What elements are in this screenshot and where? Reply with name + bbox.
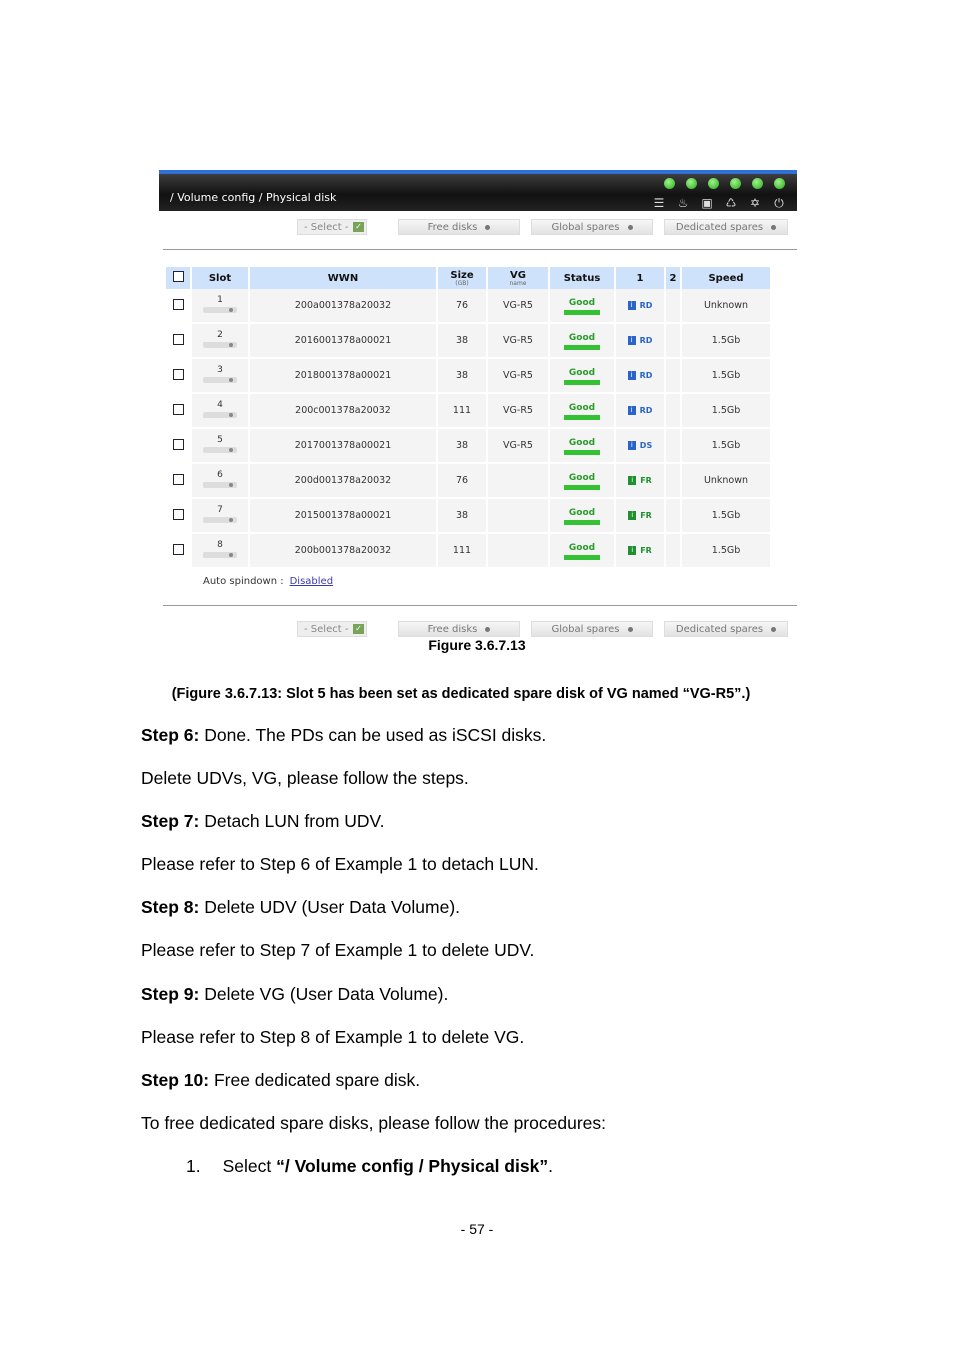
auto-spindown	[203, 576, 333, 587]
figure-caption: (Figure 3.6.7.13: Slot 5 has been set as dedicated spare disk of VG named “VG-R5”.)	[171, 686, 751, 702]
usage-cell	[616, 429, 664, 464]
row-checkbox[interactable]	[173, 404, 184, 415]
size-cell: 76	[438, 289, 486, 324]
usage-text: FR	[640, 511, 652, 520]
slot-led	[203, 552, 237, 558]
global-spares-button-bottom[interactable]	[531, 621, 653, 637]
vg-sub-label: name	[509, 279, 527, 287]
free-disks-button-bottom[interactable]	[398, 621, 520, 637]
row-select-cell	[166, 394, 190, 429]
status-cell	[550, 394, 614, 429]
button-label: Free disks	[427, 222, 478, 233]
table-header	[166, 267, 770, 289]
row-select-cell	[166, 429, 190, 464]
paragraph	[141, 1070, 420, 1091]
title-bar	[159, 170, 797, 211]
info-icon[interactable]: i	[628, 371, 636, 380]
status-text: Good	[568, 332, 596, 343]
speed-cell: Unknown	[682, 289, 770, 324]
slot-led	[203, 342, 237, 348]
vg-cell: VG-R5	[488, 324, 548, 359]
slot-led	[203, 377, 237, 383]
slot-cell	[192, 394, 248, 429]
slot-cell	[192, 289, 248, 324]
paragraph	[141, 768, 469, 789]
status-text: Good	[568, 507, 596, 518]
dedicated-spares-button-bottom[interactable]	[664, 621, 788, 637]
status-text: Good	[568, 542, 596, 553]
status-light	[730, 178, 741, 189]
paragraph-text: Done. The PDs can be used as iSCSI disks.	[199, 725, 547, 745]
status-bar	[564, 555, 600, 560]
slot-number: 5	[217, 435, 223, 445]
slot-cell	[192, 464, 248, 499]
usage-text: RD	[639, 301, 653, 310]
usage-cell	[616, 394, 664, 429]
vg-cell: VG-R5	[488, 289, 548, 324]
vg-cell: VG-R5	[488, 429, 548, 464]
wwn-cell: 2018001378a00021	[250, 359, 436, 394]
info-icon[interactable]: i	[628, 336, 636, 345]
list-bold: “/ Volume config / Physical disk”	[276, 1156, 549, 1176]
paragraph	[141, 725, 546, 746]
slot-led	[203, 517, 237, 523]
step-label: Step 9:	[141, 984, 200, 1004]
size-cell: 111	[438, 534, 486, 569]
status-header: Status	[550, 267, 614, 289]
row-select-cell	[166, 324, 190, 359]
paragraph	[141, 897, 460, 918]
dropdown-arrow-icon: ✓	[353, 624, 364, 634]
wwn-cell: 2015001378a00021	[250, 499, 436, 534]
row-checkbox[interactable]	[173, 509, 184, 520]
vg-label: VG	[510, 269, 526, 281]
status-light	[664, 178, 675, 189]
vg-header	[488, 267, 548, 289]
row-checkbox[interactable]	[173, 474, 184, 485]
speed-cell: 1.5Gb	[682, 499, 770, 534]
wwn-cell: 2016001378a00021	[250, 324, 436, 359]
size-cell: 38	[438, 359, 486, 394]
breadcrumb: / Volume config / Physical disk	[170, 191, 337, 204]
row-select-cell	[166, 499, 190, 534]
row-checkbox[interactable]	[173, 334, 184, 345]
select-all-checkbox[interactable]	[173, 271, 184, 282]
bullet-icon	[771, 225, 776, 230]
usage-text: RD	[639, 406, 653, 415]
info-icon[interactable]: i	[628, 301, 636, 310]
speed-cell: 1.5Gb	[682, 394, 770, 429]
size-label: Size	[450, 269, 474, 281]
bullet-icon	[771, 627, 776, 632]
global-spares-button[interactable]	[531, 219, 653, 235]
slot-number: 1	[217, 295, 223, 305]
status-light	[752, 178, 763, 189]
slot-led	[203, 412, 237, 418]
paragraph-text: Delete VG (User Data Volume).	[199, 984, 449, 1004]
physical-disk-table	[164, 267, 772, 569]
button-label: Global spares	[551, 222, 620, 233]
vg-cell	[488, 499, 548, 534]
slot-led	[203, 307, 237, 313]
row-select-cell	[166, 359, 190, 394]
button-label: Dedicated spares	[675, 222, 764, 233]
wwn-cell: 2017001378a00021	[250, 429, 436, 464]
status-cell	[550, 289, 614, 324]
figure-label: Figure 3.6.7.13	[428, 637, 526, 653]
toolbar-icons	[643, 196, 787, 211]
row-checkbox[interactable]	[173, 544, 184, 555]
status1-header: 1	[616, 267, 664, 289]
slot-header: Slot	[192, 267, 248, 289]
status-bar	[564, 415, 600, 420]
status-bar	[564, 380, 600, 385]
paragraph-text: Detach LUN from UDV.	[199, 811, 385, 831]
vg-cell	[488, 464, 548, 499]
row-checkbox[interactable]	[173, 299, 184, 310]
status2-cell	[666, 394, 680, 429]
dedicated-spares-button[interactable]	[664, 219, 788, 235]
wwn-cell: 200a001378a20032	[250, 289, 436, 324]
info-icon[interactable]: i	[628, 441, 636, 450]
status-cell	[550, 534, 614, 569]
paragraph-text: Delete UDV (User Data Volume).	[199, 897, 461, 917]
speed-header: Speed	[682, 267, 770, 289]
floppy-icon[interactable]: ▣	[701, 196, 713, 210]
paragraph	[141, 940, 534, 961]
paragraph-text: Please refer to Step 6 of Example 1 to detach LUN.	[141, 854, 539, 874]
vg-cell: VG-R5	[488, 394, 548, 429]
slot-led	[203, 447, 237, 453]
physical-disk-screenshot	[159, 170, 797, 640]
step-label: Step 10:	[141, 1070, 210, 1090]
divider	[163, 605, 797, 606]
status-cell	[550, 464, 614, 499]
info-icon[interactable]: i	[628, 546, 636, 555]
step-label: Step 7:	[141, 811, 200, 831]
table-row[interactable]	[166, 464, 770, 499]
paragraph	[141, 1027, 524, 1048]
size-cell: 111	[438, 394, 486, 429]
size-cell: 38	[438, 429, 486, 464]
status-bar	[564, 485, 600, 490]
bullet-icon	[485, 225, 490, 230]
status-bar	[564, 450, 600, 455]
info-icon[interactable]: i	[628, 406, 636, 415]
status-cell	[550, 499, 614, 534]
table-row[interactable]	[166, 289, 770, 324]
list-prefix: Select	[222, 1156, 277, 1176]
fan-icon[interactable]: ✡	[749, 196, 761, 210]
vg-cell	[488, 534, 548, 569]
divider	[163, 249, 797, 250]
select-label: - Select -	[304, 624, 349, 635]
speed-cell: 1.5Gb	[682, 534, 770, 569]
button-label: Global spares	[551, 624, 620, 635]
dropdown-arrow-icon: ✓	[353, 222, 364, 232]
table-row[interactable]	[166, 499, 770, 534]
info-icon[interactable]: i	[628, 511, 636, 520]
status-bar	[564, 345, 600, 350]
paragraph-text: Free dedicated spare disk.	[209, 1070, 421, 1090]
slot-cell	[192, 534, 248, 569]
status-text: Good	[568, 297, 596, 308]
size-cell: 38	[438, 499, 486, 534]
paragraph	[141, 1113, 606, 1134]
size-cell: 76	[438, 464, 486, 499]
paragraph-text: To free dedicated spare disks, please follow the procedures:	[141, 1113, 606, 1133]
select-label: - Select -	[304, 222, 349, 233]
slot-number: 2	[217, 330, 223, 340]
usage-text: FR	[640, 546, 652, 555]
status-bar	[564, 520, 600, 525]
step-label: Step 6:	[141, 725, 200, 745]
vg-cell: VG-R5	[488, 359, 548, 394]
speed-cell: 1.5Gb	[682, 324, 770, 359]
usage-cell	[616, 289, 664, 324]
row-checkbox[interactable]	[173, 369, 184, 380]
status2-cell	[666, 429, 680, 464]
slot-led	[203, 482, 237, 488]
page-number: - 57 -	[460, 1221, 494, 1237]
free-disks-button[interactable]	[398, 219, 520, 235]
usage-text: RD	[639, 336, 653, 345]
slot-number: 7	[217, 505, 223, 515]
thermometer-icon[interactable]: ♨	[677, 196, 689, 210]
slot-number: 4	[217, 400, 223, 410]
paragraph	[141, 811, 384, 832]
row-select-cell	[166, 534, 190, 569]
table-row[interactable]	[166, 359, 770, 394]
list-suffix: .	[548, 1156, 553, 1176]
paragraph-text: Please refer to Step 7 of Example 1 to delete UDV.	[141, 940, 535, 960]
auto-spindown-link[interactable]: Disabled	[289, 576, 334, 587]
paragraph	[141, 984, 448, 1005]
step-label: Step 8:	[141, 897, 200, 917]
status2-cell	[666, 359, 680, 394]
slot-number: 6	[217, 470, 223, 480]
status-bar	[564, 310, 600, 315]
slot-cell	[192, 359, 248, 394]
size-cell: 38	[438, 324, 486, 359]
status-text: Good	[568, 437, 596, 448]
bullet-icon	[628, 225, 633, 230]
usage-text: DS	[639, 441, 653, 450]
select-dropdown-bottom[interactable]	[297, 621, 367, 637]
status-light	[774, 178, 785, 189]
wwn-cell: 200c001378a20032	[250, 394, 436, 429]
paragraph-text: Delete UDVs, VG, please follow the steps.	[141, 768, 469, 788]
status-light	[708, 178, 719, 189]
button-label: Dedicated spares	[675, 624, 764, 635]
bullet-icon	[485, 627, 490, 632]
status-light	[686, 178, 697, 189]
table-row[interactable]	[166, 324, 770, 359]
status-text: Good	[568, 367, 596, 378]
status-lights	[653, 176, 785, 194]
usage-cell	[616, 499, 664, 534]
power-icon[interactable]: ⏻	[774, 196, 784, 210]
wwn-header: WWN	[250, 267, 436, 289]
status-cell	[550, 324, 614, 359]
slot-number: 8	[217, 540, 223, 550]
row-checkbox[interactable]	[173, 439, 184, 450]
wwn-cell: 200d001378a20032	[250, 464, 436, 499]
usage-cell	[616, 324, 664, 359]
status-text: Good	[568, 402, 596, 413]
table-row[interactable]	[166, 394, 770, 429]
status2-cell	[666, 499, 680, 534]
status-cell	[550, 429, 614, 464]
select-dropdown[interactable]	[297, 219, 367, 235]
table-row[interactable]	[166, 534, 770, 569]
paragraph-text: Please refer to Step 8 of Example 1 to delete VG.	[141, 1027, 525, 1047]
status2-cell	[666, 534, 680, 569]
top-toolbar	[159, 219, 797, 237]
paragraph	[141, 854, 539, 875]
slot-cell	[192, 324, 248, 359]
usage-text: FR	[640, 476, 652, 485]
speed-cell: 1.5Gb	[682, 429, 770, 464]
bullet-icon	[628, 627, 633, 632]
slot-cell	[192, 499, 248, 534]
usage-cell	[616, 464, 664, 499]
usage-cell	[616, 359, 664, 394]
info-icon[interactable]: i	[628, 476, 636, 485]
list-item	[186, 1156, 553, 1177]
table-row[interactable]	[166, 429, 770, 464]
slot-cell	[192, 429, 248, 464]
usage-text: RD	[639, 371, 653, 380]
status-text: Good	[568, 472, 596, 483]
size-header	[438, 267, 486, 289]
database-icon[interactable]: ☰	[653, 196, 665, 210]
status2-cell	[666, 289, 680, 324]
row-select-cell	[166, 289, 190, 324]
select-all-header	[166, 267, 190, 289]
auto-spindown-label: Auto spindown :	[203, 576, 284, 587]
status2-header: 2	[666, 267, 680, 289]
status-cell	[550, 359, 614, 394]
row-select-cell	[166, 464, 190, 499]
button-label: Free disks	[427, 624, 478, 635]
list-number: 1.	[186, 1156, 201, 1176]
size-unit: (GB)	[455, 279, 469, 287]
usage-cell	[616, 534, 664, 569]
speed-cell: Unknown	[682, 464, 770, 499]
status2-cell	[666, 464, 680, 499]
plug-icon[interactable]: ♺	[725, 196, 737, 210]
speed-cell: 1.5Gb	[682, 359, 770, 394]
wwn-cell: 200b001378a20032	[250, 534, 436, 569]
status2-cell	[666, 324, 680, 359]
slot-number: 3	[217, 365, 223, 375]
